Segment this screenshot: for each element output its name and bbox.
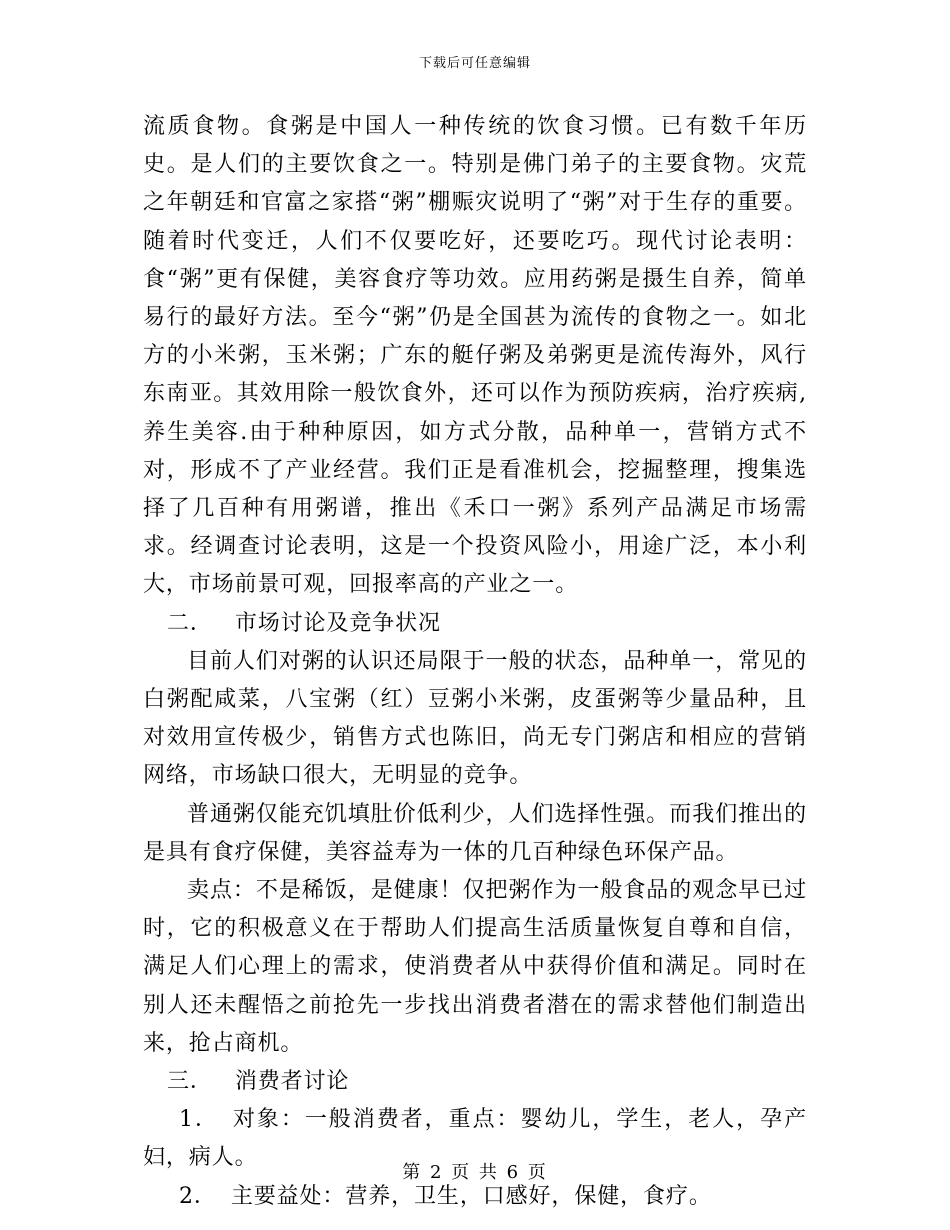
list-item-number: 2． <box>179 1183 217 1209</box>
list-item-text: 主要益处：营养，卫生，口感好，保健，食疗。 <box>230 1183 712 1209</box>
market-paragraph-2: 普通粥仅能充饥填肚价低利少，人们选择性强。而我们推出的是具有食疗保健，美容益寿为一体的几百种绿色环保产品。 <box>143 801 807 865</box>
section-heading-market <box>143 605 807 643</box>
section-number: 二． <box>167 610 213 636</box>
market-paragraph-1: 目前人们对粥的认识还局限于一般的状态，品种单一，常见的白粥配咸菜，八宝粥（红）豆粥小米粥，皮蛋粥等少量品种，且对效用宣传极少，销售方式也陈旧，尚无专门粥店和相应的营销网络，市场缺口很大，无明显的竞争。 <box>143 648 807 789</box>
page-header: 下载后可任意编辑 <box>418 56 531 71</box>
section-heading-consumer <box>143 1063 807 1101</box>
page-footer: 第 2 页 共 6 页 <box>402 1162 548 1183</box>
section-number: 三． <box>167 1069 213 1095</box>
list-item-text: 对象：一般消费者，重点：婴幼儿，学生，老人，孕产妇，病人。 <box>143 1107 807 1171</box>
section-title: 市场讨论及竞争状况 <box>234 610 441 636</box>
section-title: 消费者讨论 <box>234 1069 350 1095</box>
selling-point-paragraph: 卖点：不是稀饭，是健康！仅把粥作为一般食品的观念早已过时，它的积极意义在于帮助人们提高生活质量恢复自尊和自信，满足人们心理上的需求，使消费者从中获得价值和满足。同时在别人还未醒悟之前抢先一步找出消费者潜在的需求替他们制造出来，抢占商机。 <box>143 878 807 1056</box>
intro-paragraph: 流质食物。食粥是中国人一种传统的饮食习惯。已有数千年历史。是人们的主要饮食之一。特别是佛门弟子的主要食物。灾荒之年朝廷和官富之家搭“粥”棚赈灾说明了“粥”对于生存的重要。随着时代变迁，人们不仅要吃好，还要吃巧。现代讨论表明：食“粥”更有保健，美容食疗等功效。应用药粥是摄生自养，简单易行的最好方法。至今“粥”仍是全国甚为流传的食物之一。如北方的小米粥，玉米粥；广东的艇仔粥及弟粥更是流传海外，风行东南亚。其效用除一般饮食外，还可以作为预防疾病，治疗疾病,养生美容.由于种种原因，如方式分散，品种单一，营销方式不对，形成不了产业经营。我们正是看准机会，挖掘整理，搜集选择了几百种有用粥谱，推出《禾口一粥》系列产品满足市场需求。经调查讨论表明，这是一个投资风险小，用途广泛，本小利大，市场前景可观，回报率高的产业之一。 <box>143 114 807 598</box>
document-body <box>143 108 807 1216</box>
list-item-number: 1． <box>179 1107 219 1133</box>
